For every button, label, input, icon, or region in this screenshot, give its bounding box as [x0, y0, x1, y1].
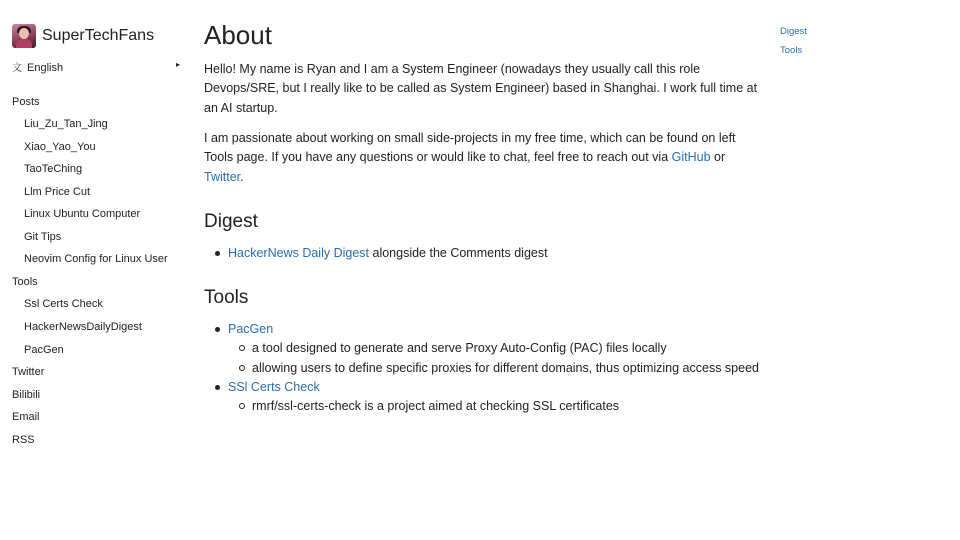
- site-logo[interactable]: [12, 24, 36, 48]
- sidebar: [0, 0, 190, 540]
- contact-text-before: I am passionate about working on small side-projects in my free time, which can be found on left Tools page. If you have any questions or would like to chat, feel free to reach out via: [204, 131, 736, 165]
- page-title: About: [204, 20, 272, 50]
- list-item: [204, 244, 760, 263]
- sidebar-item-llm-price-cut[interactable]: Llm Price Cut: [24, 186, 91, 198]
- language-label: English: [27, 62, 64, 74]
- toc-item-digest[interactable]: Digest: [780, 26, 807, 37]
- chevron-right-icon: ▸: [175, 60, 180, 69]
- list-item: [204, 378, 760, 397]
- translate-icon: 文: [12, 63, 22, 74]
- sidebar-item-hackernews-daily-digest[interactable]: HackerNewsDailyDigest: [24, 321, 142, 333]
- sidebar-item-rss[interactable]: RSS: [12, 434, 35, 446]
- intro-paragraph: Hello! My name is Ryan and I am a System Engineer (nowadays they usually call this role Devops/SRE, but I really like to be called as System Engineer) based in Shanghai. I work full time at an AI startup.: [204, 62, 758, 115]
- list-item: rmrf/ssl-certs-check is a project aimed at checking SSL certificates: [204, 397, 760, 416]
- language-selector[interactable]: [12, 59, 182, 75]
- sidebar-item-git-tips[interactable]: Git Tips: [24, 231, 62, 243]
- contact-paragraph: [204, 129, 760, 187]
- sidebar-item-tools[interactable]: Tools: [12, 276, 38, 288]
- tools-list: [204, 320, 760, 416]
- sidebar-item-liu-zu-tan-jing[interactable]: Liu_Zu_Tan_Jing: [24, 118, 108, 130]
- sidebar-item-bilibili[interactable]: Bilibili: [12, 389, 41, 401]
- sidebar-item-linux-ubuntu-computer[interactable]: Linux Ubuntu Computer: [24, 208, 141, 220]
- sidebar-item-neovim-config[interactable]: Neovim Config for Linux User: [24, 253, 168, 265]
- sidebar-item-posts[interactable]: Posts: [12, 96, 40, 108]
- list-item: a tool designed to generate and serve Proxy Auto-Config (PAC) files locally: [204, 339, 760, 358]
- digest-list: [204, 244, 760, 263]
- contact-text-middle: or: [710, 150, 726, 165]
- hackernews-daily-digest-link[interactable]: HackerNews Daily Digest: [228, 246, 370, 260]
- sidebar-item-ssl-certs-check[interactable]: Ssl Certs Check: [24, 298, 103, 310]
- twitter-link[interactable]: Twitter: [204, 169, 241, 184]
- sidebar-item-pacgen[interactable]: PacGen: [24, 344, 64, 356]
- site-brand[interactable]: [12, 24, 154, 48]
- tools-heading: Tools: [204, 287, 249, 308]
- sidebar-item-twitter[interactable]: Twitter: [12, 366, 45, 378]
- digest-heading: Digest: [204, 211, 258, 232]
- toc-item-tools[interactable]: Tools: [780, 45, 803, 56]
- sidebar-item-xiao-yao-you[interactable]: Xiao_Yao_You: [24, 141, 96, 153]
- sidebar-item-email[interactable]: Email: [12, 411, 40, 423]
- pacgen-link[interactable]: PacGen: [228, 322, 274, 336]
- list-item: [204, 320, 760, 339]
- ssl-certs-check-link[interactable]: SSl Certs Check: [228, 379, 320, 394]
- digest-item-text: alongside the Comments digest: [369, 246, 548, 260]
- table-of-contents: [780, 22, 807, 60]
- site-title[interactable]: SuperTechFans: [42, 27, 155, 44]
- sidebar-item-taotecHing[interactable]: TaoTeChing: [24, 163, 83, 175]
- contact-text-after: .: [240, 169, 244, 184]
- github-link[interactable]: GitHub: [671, 150, 711, 165]
- list-item: allowing users to define specific proxies for different domains, thus optimizing access speed: [204, 359, 760, 378]
